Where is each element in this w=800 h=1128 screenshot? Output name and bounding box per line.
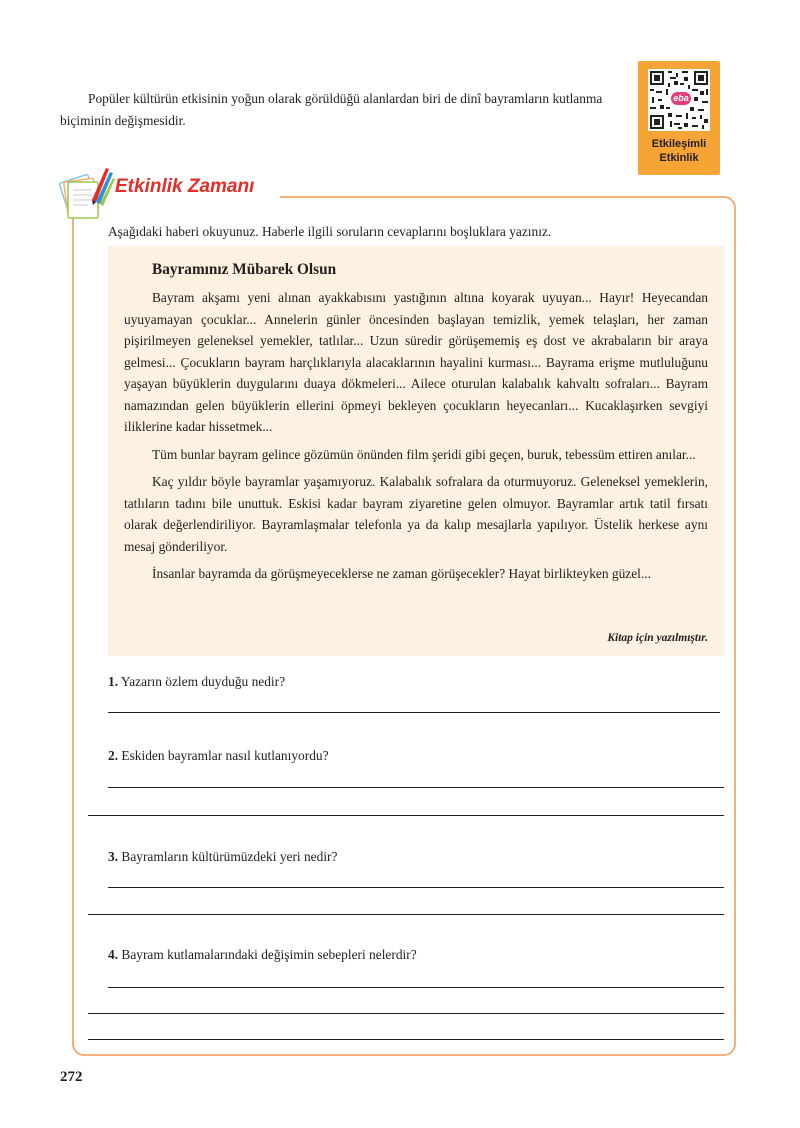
answer-line[interactable] <box>88 1013 724 1014</box>
stacked-papers-pencils-icon <box>56 164 116 224</box>
answer-line[interactable] <box>88 815 724 816</box>
answer-line[interactable] <box>88 914 724 915</box>
answer-line[interactable] <box>108 712 720 713</box>
qr-label-line-1: Etkileşimli <box>651 138 707 150</box>
qr-label-line-2: Etkinlik <box>659 152 699 164</box>
question-2 <box>108 746 329 766</box>
story-paragraph: Bayram akşamı yeni alınan ayakkabısını yastığının altına koyarak uyuyan... Hayır! Heyecandan uyuyamayan çocuklar... Annelerin günler öncesinden başlayan temizlik, yemek telaşları, her zaman pişirilmeyen geleneksel yemekler, tatlılar... Uzun süredir görüşememiş eş dost ve akrabaların bir araya gelmesi... Çocukların bayram harçlıklarıyla alacaklarının hayalini kurması... Bayrama erişme mutluluğunu yaşayan büyüklerin duygularını duaya dökmeleri... Ailece oturulan kalabalık kahvaltı sofraları... Bayram namazından gelen büyüklerin ellerini öpmeyi bekleyen çocukların heyecanları... Kucaklaşırken sevgiyi iliklerine kadar hissetmek... <box>124 290 708 434</box>
activity-title: Etkinlik Zamanı <box>115 176 255 197</box>
intro-paragraph: Popüler kültürün etkisinin yoğun olarak görüldüğü alanlardan biri de dinî bayramların kutlanma biçiminin değişmesidir. <box>60 91 603 128</box>
question-3 <box>108 847 337 867</box>
question-number: 3. <box>108 849 119 864</box>
story-paragraph: Tüm bunlar bayram gelince gözümün önünden film şeridi gibi geçen, buruk, tebessüm ettiren anılar... <box>152 446 696 462</box>
answer-line[interactable] <box>88 1039 724 1040</box>
story-title: Bayramınız Mübarek Olsun <box>152 261 337 278</box>
answer-line[interactable] <box>108 987 724 988</box>
news-story-box <box>108 246 724 656</box>
question-text: Eskiden bayramlar nasıl kutlanıyordu? <box>121 748 329 763</box>
question-text: Bayramların kültürümüzdeki yeri nedir? <box>121 849 338 864</box>
answer-line[interactable] <box>108 787 724 788</box>
story-source: Kitap için yazılmıştır. <box>607 632 708 644</box>
story-paragraph: İnsanlar bayramda da görüşmeyeceklerse ne zaman görüşecekler? Hayat birlikteyken güzel... <box>152 566 651 581</box>
answer-line[interactable] <box>108 887 724 888</box>
question-number: 2. <box>108 748 119 763</box>
eba-logo-badge: eba <box>671 92 691 105</box>
question-4 <box>108 945 417 965</box>
question-text: Bayram kutlamalarındaki değişimin sebepleri nelerdir? <box>121 947 417 962</box>
question-number: 4. <box>108 947 119 962</box>
activity-instruction: Aşağıdaki haberi okuyunuz. Haberle ilgili soruların cevaplarını boşluklara yazınız. <box>108 224 552 239</box>
story-paragraph: Kaç yıldır böyle bayramlar yaşamıyoruz. Kalabalık sofralara da oturmuyoruz. Geleneksel yemeklerin, tatlıların tadını bile unuttuk. Eskisi kadar bayram ziyaretine gelen olmuyor. Bayramlar artık tatil fırsatı olarak değerlendiriliyor. Bayramlaşmalar telefonla ya da kalıp mesajlarla yapılıyor. Üstelik herkese aynı mesaj gönderiliyor. <box>124 474 708 554</box>
question-text: Yazarın özlem duyduğu nedir? <box>120 674 286 689</box>
interactive-activity-qr-card[interactable] <box>638 61 720 175</box>
question-1 <box>108 672 285 692</box>
interactive-activity-label <box>638 137 720 165</box>
qr-code-icon[interactable] <box>648 69 710 131</box>
question-number: 1. <box>108 674 119 689</box>
page-number: 272 <box>60 1069 83 1085</box>
